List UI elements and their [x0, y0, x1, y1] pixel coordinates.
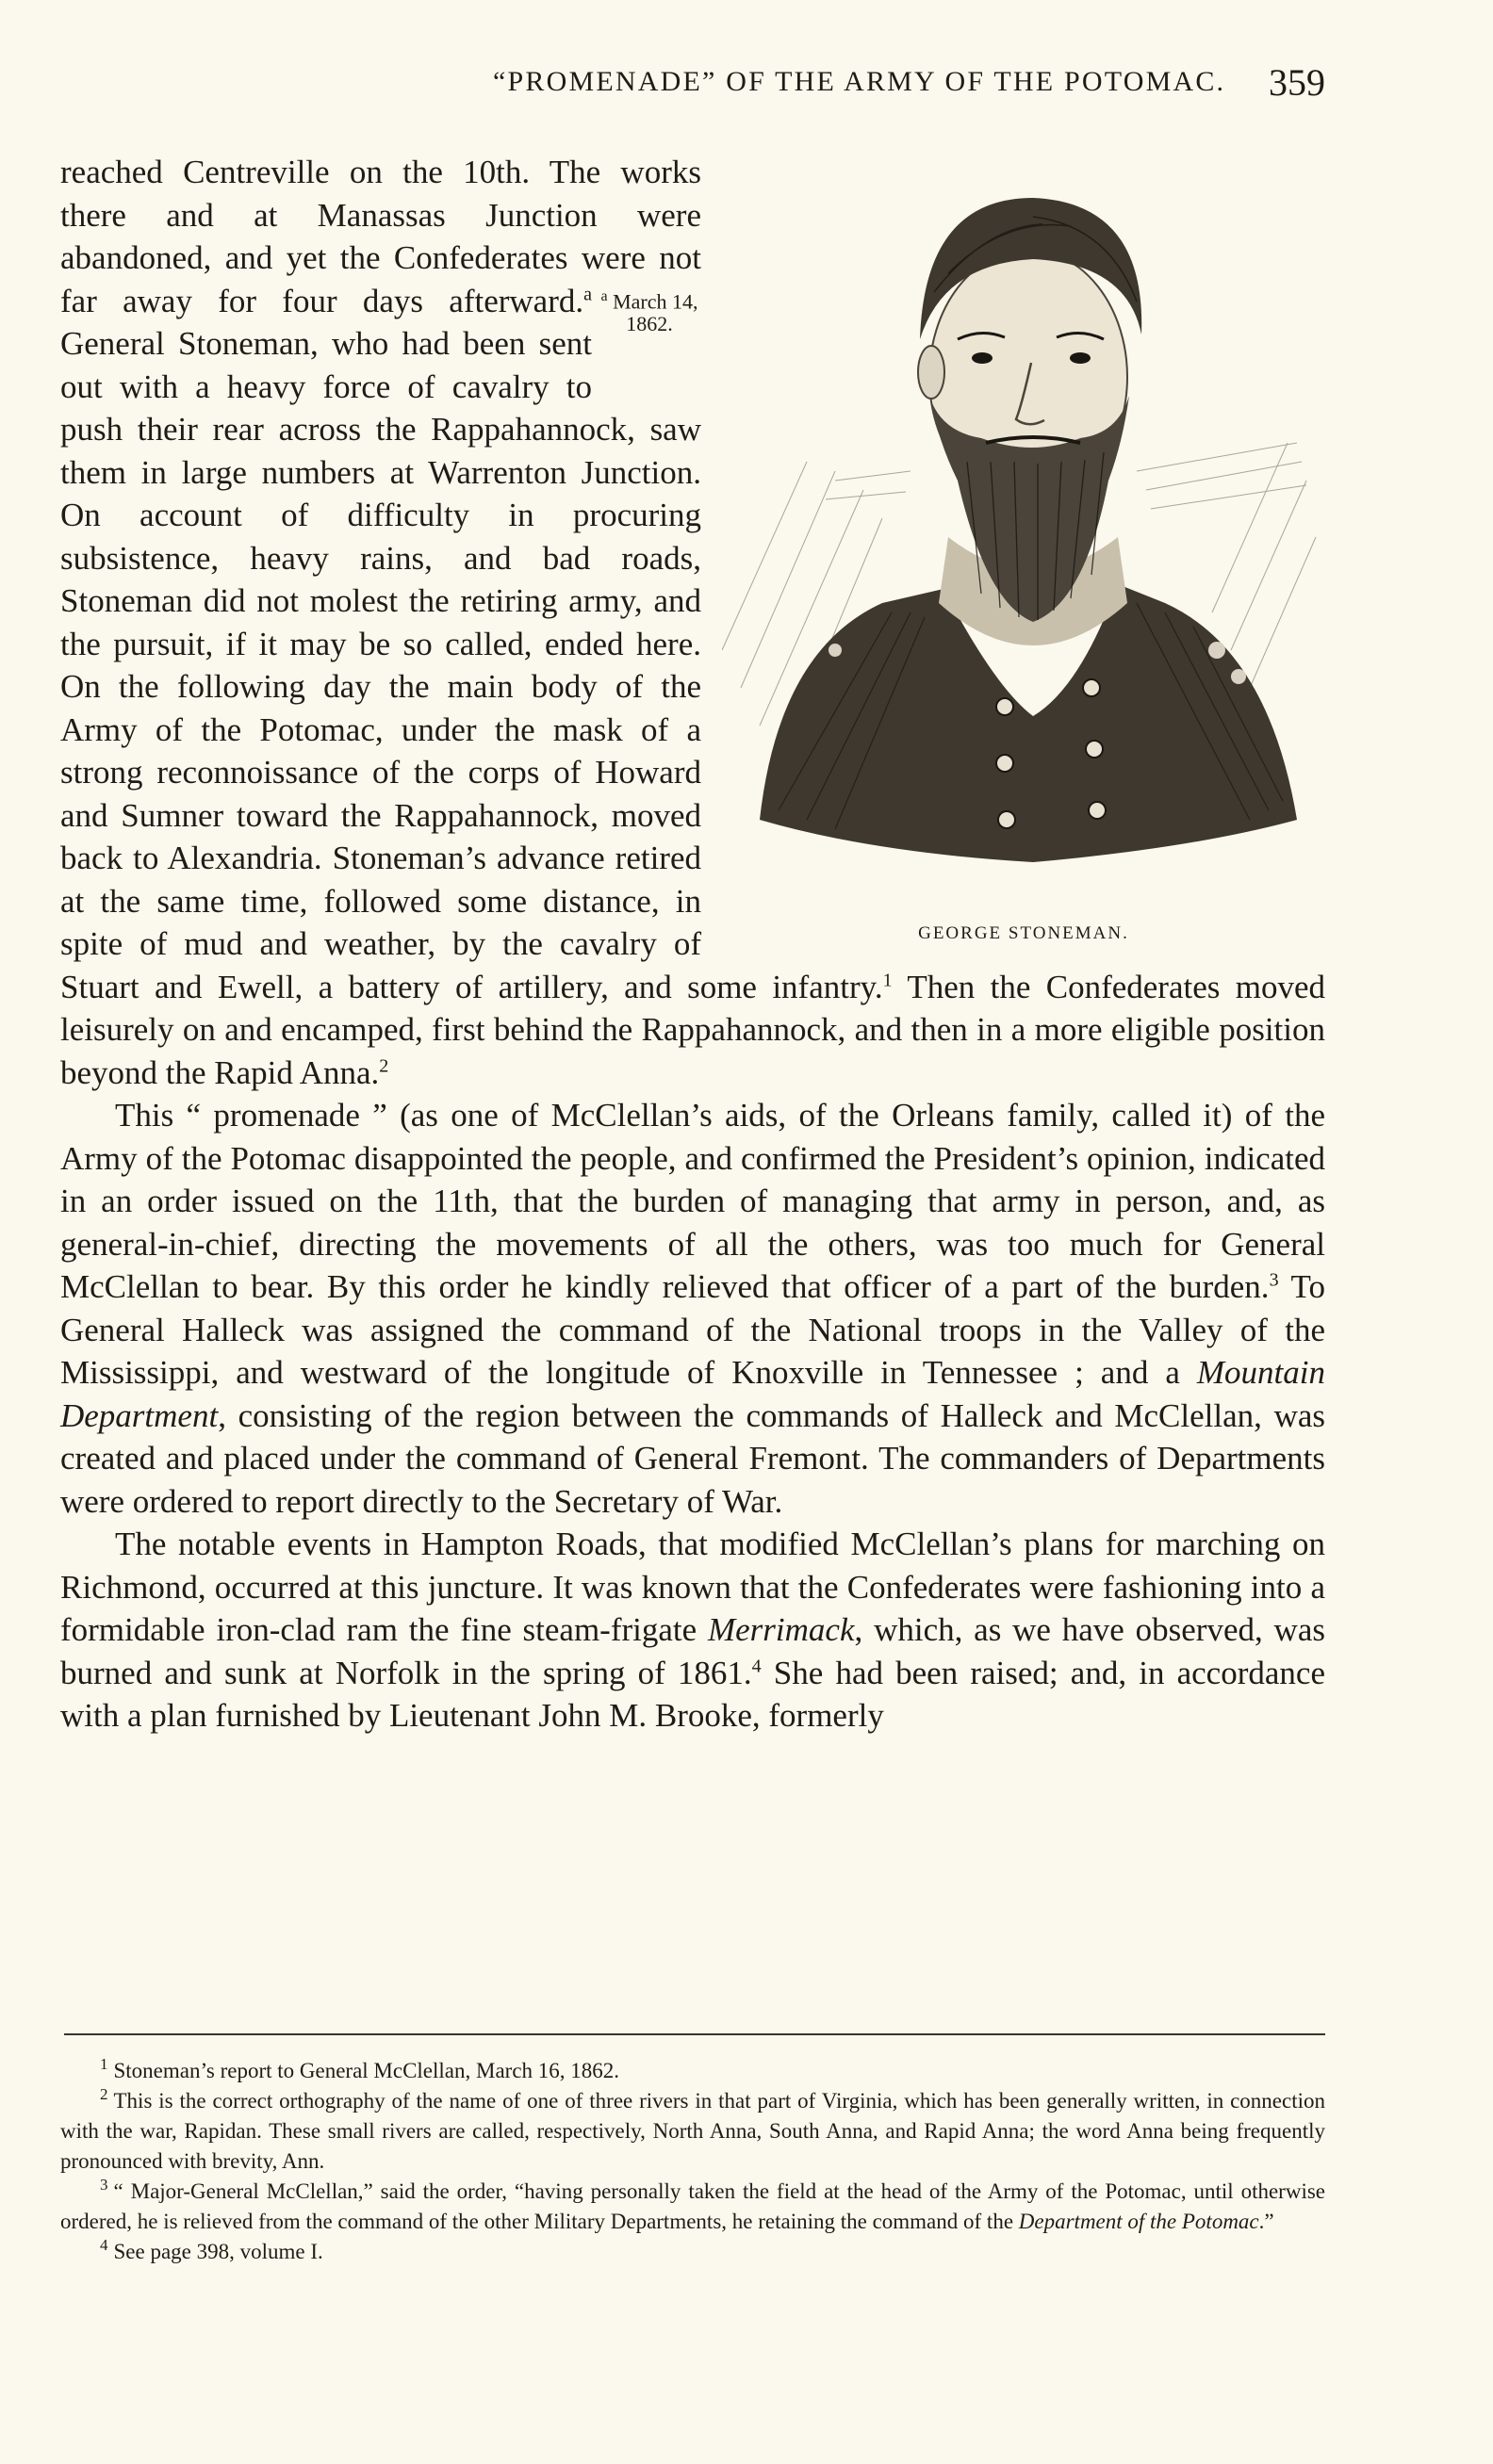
paragraph-text: reached Centreville on the 10th. The works there and at Manassas Junction were abandoned, and yet the Confederates were not far away for four days afterward.: [60, 154, 701, 319]
paragraph-3: [60, 1523, 1325, 1738]
page-number: 359: [1269, 61, 1325, 104]
paragraph-text: She had been raised; and, in accordance with a plan furnished by Lieutenant John M. Brooke, formerly: [60, 1654, 1325, 1734]
body-text: [60, 151, 1325, 1738]
margin-note-date: March 14,: [613, 288, 698, 313]
paragraph-text: To General Halleck was assigned the command of the National troops in the Valley of the Mississippi, and westward of the longitude of Knoxville in Tennessee ; and a: [60, 1268, 1325, 1391]
running-head: [64, 60, 1325, 107]
margin-note-letter: a: [600, 287, 608, 304]
footnote-ref: 2: [379, 1054, 389, 1076]
footnote-3: [60, 2177, 1325, 2237]
footnote-text: Stoneman’s report to General McClellan, March 16, 1862.: [113, 2059, 620, 2082]
margin-note-year: 1862.: [626, 311, 673, 335]
italic-ship-name: Merrimack: [707, 1611, 855, 1648]
footnotes: [60, 2056, 1325, 2267]
paragraph-text: General Stoneman, who had been sent out with a heavy force of cavalry to push their rear across the Rappahannock, saw them in large numbers at Warrenton Junction. On account of difficulty in procuring subsistence, heavy rains, and bad roads, Stoneman did not molest the retiring army, and the pursuit, if it may be so called, ended here. On the following day the main body of the Army of the Potomac, under the mask of a strong reconnoissance of the corps of Howard and Sumner toward the Rappahannock, moved back to Alexandria. Stoneman’s advance retired at the same time, followed some distance, in spite of mud and weather, by the cavalry of Stuart and Ewell, a battery of artillery, and some infantry.: [60, 325, 883, 1005]
footnote-text: “ Major-General McClellan,” said the order, “having personally taken the field at the head of the Army of the Potomac, until otherwise ordered, he is relieved from the command of the other Military Departments, he retaining the command of the: [60, 2179, 1325, 2233]
footnote-2: [60, 2086, 1325, 2177]
footnote-ref: 3: [1269, 1269, 1279, 1291]
paragraph-2: [60, 1094, 1325, 1523]
italic-term: Mountain Department: [60, 1354, 1325, 1434]
paragraph-text: The notable events in Hampton Roads, that modified McClellan’s plans for marching on Richmond, occurred at this juncture. It was known that the Confederates were fashioning into a formidable iron-clad ram the fine steam-frigate: [60, 1526, 1325, 1648]
footnote-ref: 4: [751, 1655, 762, 1676]
footnote-italic: Department of the Potomac: [1018, 2210, 1259, 2233]
portrait-figure: [722, 160, 1325, 961]
paragraph-text: , which, as we have observed, was burned and sunk at Norfolk in the spring of 1861.: [60, 1611, 1325, 1691]
footnote-1: [60, 2056, 1325, 2086]
footnote-text: This is the correct orthography of the name of one of three rivers in that part of Virginia, which has been generally written, in connection with the war, Rapidan. These small rivers are called, respectively, North Anna, South Anna, and Rapid Anna; the word Anna being frequently pronounced with brevity, Ann.: [60, 2089, 1325, 2173]
footnote-number: 3: [100, 2176, 108, 2195]
portrait-caption: GEORGE STONEMAN.: [918, 923, 1129, 943]
footnote-ref: 1: [882, 969, 893, 990]
paragraph-text: Then the Confederates moved leisurely on and encamped, first behind the Rappahannock, and then in a more eligible position beyond the Rapid Anna.: [60, 968, 1325, 1091]
footnote-number: 1: [100, 2055, 108, 2074]
margin-note: [598, 286, 701, 372]
running-title: “PROMENADE” OF THE ARMY OF THE POTOMAC.: [493, 66, 1226, 97]
footnote-text: See page 398, volume I.: [113, 2240, 323, 2263]
footnote-text: .”: [1258, 2210, 1274, 2233]
engraved-portrait-icon: [722, 160, 1325, 905]
footnote-4: [60, 2237, 1325, 2267]
margin-note-mark: a: [583, 283, 592, 304]
footnote-number: 2: [100, 2085, 108, 2104]
footnote-divider: [64, 2033, 1325, 2035]
paragraph-text: , consisting of the region between the commands of Halleck and McClellan, was created and placed under the command of General Fremont. The commanders of Departments were ordered to report directly to the Secretary of War.: [60, 1396, 1325, 1520]
footnote-number: 4: [100, 2236, 108, 2255]
paragraph-text: This “ promenade ” (as one of McClellan’s aids, of the Orleans family, called it) of the Army of the Potomac disappointed the people, and confirmed the President’s opinion, indicated in an order issued on the 11th, that the burden of managing that army in person, and, as general-in-chief, directing the movements of all the others, was too much for General McClellan to bear. By this order he kindly relieved that officer of a part of the burden.: [60, 1097, 1325, 1305]
